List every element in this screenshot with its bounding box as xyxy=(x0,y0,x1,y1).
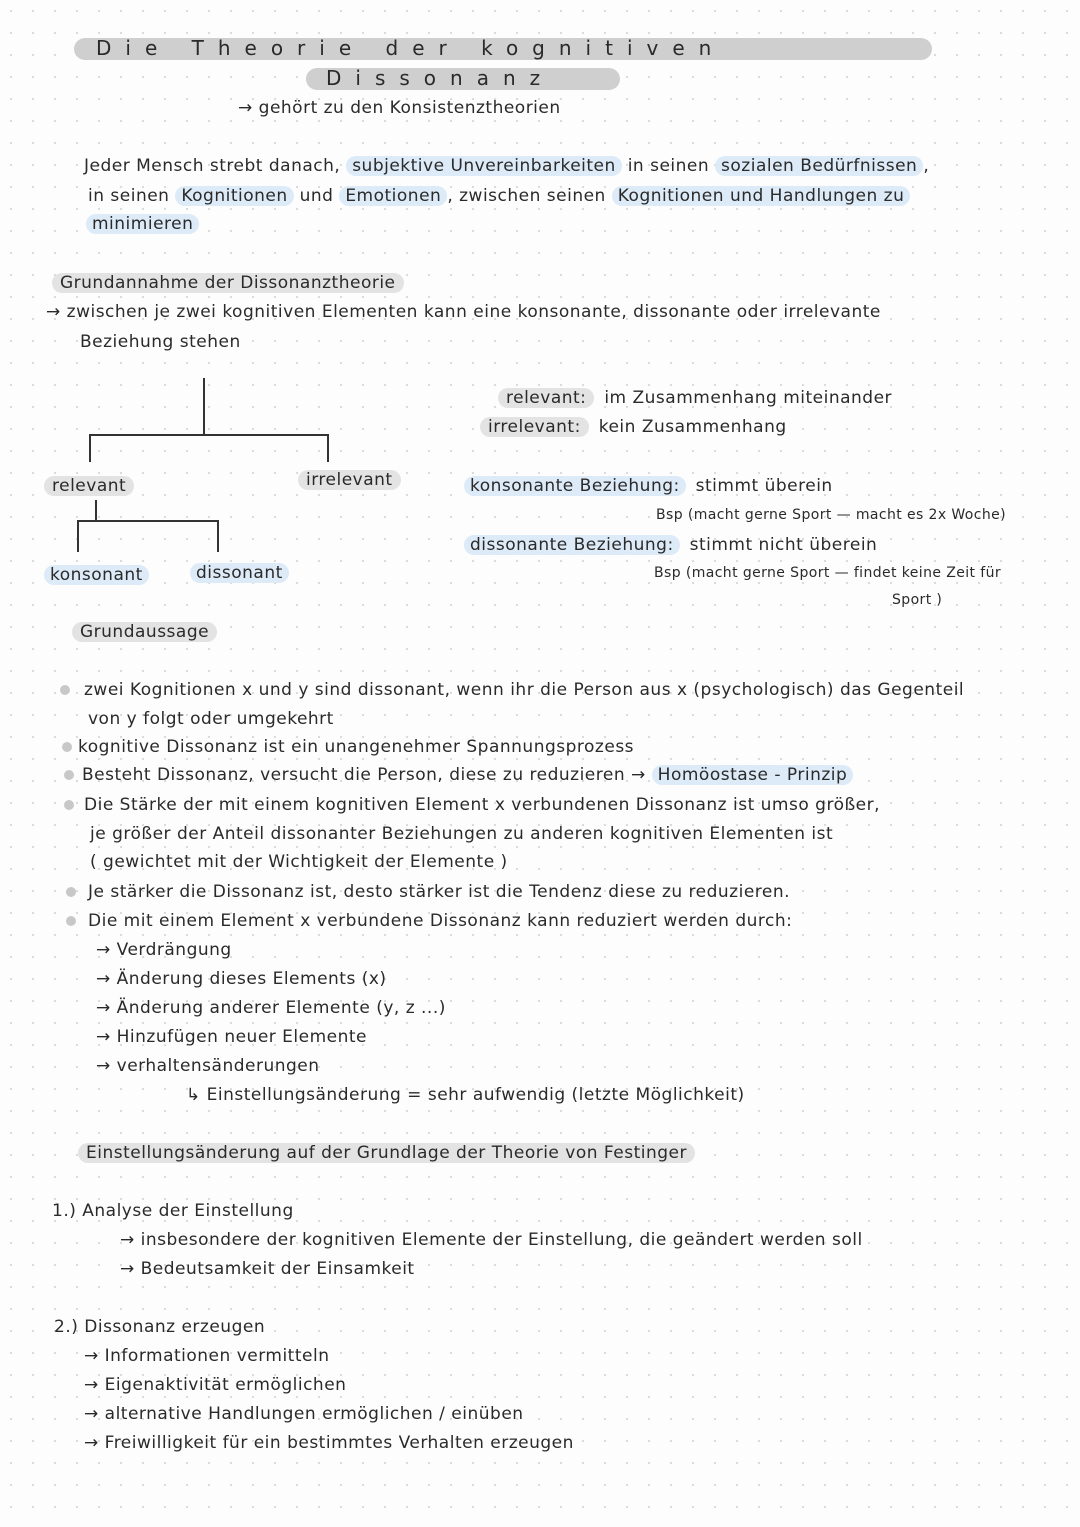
bullet-icon xyxy=(60,685,70,695)
step-2-item: → Eigenaktivität ermöglichen xyxy=(84,1375,347,1395)
bullet-icon xyxy=(64,800,74,810)
subtitle: → gehört zu den Konsistenztheorien xyxy=(238,98,561,118)
tree-node-irrelevant: irrelevant xyxy=(298,470,401,490)
highlight-kognitionen: Kognitionen xyxy=(175,186,293,206)
def-dissonant-example-1: Bsp (macht gerne Sport — findet keine Zeit für xyxy=(654,565,1002,581)
step-2-item: → alternative Handlungen ermöglichen / einüben xyxy=(84,1404,524,1424)
def-dissonant-example-2: Sport ) xyxy=(892,592,943,608)
tree-root-line xyxy=(203,378,205,434)
tree-sub-right-line xyxy=(217,520,219,552)
highlight-minimieren: minimieren xyxy=(86,214,199,234)
bullet-icon xyxy=(62,742,72,752)
tree-right-line xyxy=(327,434,329,462)
reduction-item: → Änderung dieses Elements (x) xyxy=(96,969,387,989)
grundaussage-b6: Die mit einem Element x verbundene Dissonanz kann reduziert werden durch: xyxy=(88,911,793,931)
tree-sub-branch-line xyxy=(77,520,219,522)
intro-line-1: Jeder Mensch strebt danach, subjektive Unvereinbarkeiten in seinen sozialen Bedürfnissen , xyxy=(84,156,930,176)
reduction-item: → Hinzufügen neuer Elemente xyxy=(96,1027,368,1047)
grundaussage-b4-l3: ( gewichtet mit der Wichtigkeit der Elemente ) xyxy=(90,852,508,872)
grundaussage-b3: Besteht Dissonanz, versucht die Person, diese zu reduzieren → Homöostase - Prinzip xyxy=(82,765,853,785)
grundaussage-b4-l2: je größer der Anteil dissonanter Beziehungen zu anderen kognitiven Elementen ist xyxy=(90,824,834,844)
def-dissonant: dissonante Beziehung: stimmt nicht überein xyxy=(464,535,877,555)
step-2-item: → Freiwilligkeit für ein bestimmtes Verhalten erzeugen xyxy=(84,1433,574,1453)
step-2: 2.) Dissonanz erzeugen xyxy=(54,1317,266,1337)
grundaussage-b1-l2: von y folgt oder umgekehrt xyxy=(88,709,334,729)
bullet-icon xyxy=(64,770,74,780)
grundannahme-line-2: Beziehung stehen xyxy=(80,332,241,352)
bullet-icon xyxy=(66,887,76,897)
highlight-kognitionen-handlungen: Kognitionen und Handlungen zu xyxy=(612,186,911,206)
highlight-homoeostase: Homöostase - Prinzip xyxy=(652,765,854,785)
grundaussage-b2: kognitive Dissonanz ist ein unangenehmer Spannungsprozess xyxy=(78,737,635,757)
tree-node-relevant: relevant xyxy=(44,476,134,496)
tree-sub-left-line xyxy=(77,520,79,552)
step-1-item: → Bedeutsamkeit der Einsamkeit xyxy=(120,1259,415,1279)
tree-node-konsonant: konsonant xyxy=(44,565,149,585)
highlight-emotionen: Emotionen xyxy=(339,186,447,206)
page-title-line2: Dissonanz xyxy=(326,66,555,90)
step-1: 1.) Analyse der Einstellung xyxy=(52,1201,294,1221)
tree-sub-root-line xyxy=(95,500,97,520)
grundaussage-b1-l1: zwei Kognitionen x und y sind dissonant, wenn ihr die Person aus x (psychologisch) das Gegenteil xyxy=(84,680,965,700)
section-heading-grundaussage: Grundaussage xyxy=(72,622,217,642)
def-konsonant: konsonante Beziehung: stimmt überein xyxy=(464,476,833,496)
reduction-item: → Verdrängung xyxy=(96,940,232,960)
tree-branch-line xyxy=(89,434,329,436)
bullet-icon xyxy=(66,916,76,926)
intro-line-3 xyxy=(86,214,199,234)
tree-node-dissonant: dissonant xyxy=(190,563,289,583)
page-title: Die Theorie der kognitiven xyxy=(96,36,726,60)
grundaussage-b5: Je stärker die Dissonanz ist, desto stärker ist die Tendenz diese zu reduzieren. xyxy=(88,882,791,902)
section-heading-grundannahme: Grundannahme der Dissonanztheorie xyxy=(52,273,404,293)
def-irrelevant: irrelevant: kein Zusammenhang xyxy=(480,417,787,437)
grundaussage-b4-l1: Die Stärke der mit einem kognitiven Element x verbundenen Dissonanz ist umso größer, xyxy=(84,795,881,815)
section-heading-einstellungsaenderung: Einstellungsänderung auf der Grundlage der Theorie von Festinger xyxy=(78,1143,695,1163)
highlight-sozialen-beduerfnissen: sozialen Bedürfnissen xyxy=(715,156,923,176)
intro-line-2: in seinen Kognitionen und Emotionen , zwischen seinen Kognitionen und Handlungen zu xyxy=(88,186,910,206)
highlight-unvereinbarkeiten: subjektive Unvereinbarkeiten xyxy=(346,156,622,176)
step-2-item: → Informationen vermitteln xyxy=(84,1346,330,1366)
reduction-note: ↳ Einstellungsänderung = sehr aufwendig (letzte Möglichkeit) xyxy=(186,1085,745,1105)
tree-left-line xyxy=(89,434,91,462)
reduction-item: → Änderung anderer Elemente (y, z ...) xyxy=(96,998,446,1018)
step-1-item: → insbesondere der kognitiven Elemente der Einstellung, die geändert werden soll xyxy=(120,1230,863,1250)
reduction-item: → verhaltensänderungen xyxy=(96,1056,320,1076)
def-relevant: relevant: im Zusammenhang miteinander xyxy=(498,388,892,408)
def-konsonant-example: Bsp (macht gerne Sport — macht es 2x Woche) xyxy=(656,507,1007,523)
grundannahme-line-1: → zwischen je zwei kognitiven Elementen kann eine konsonante, dissonante oder irrelevante xyxy=(46,302,881,322)
